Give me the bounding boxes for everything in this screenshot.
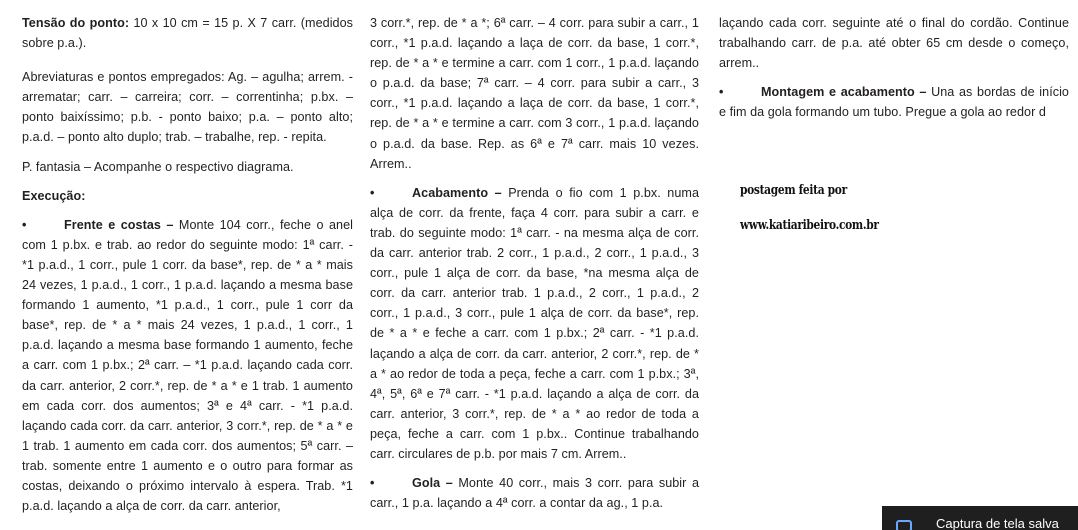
abbreviations-paragraph: Abreviaturas e pontos empregados: Ag. – agulha; arrem. - arrematar; carr. – carreira; corr. – correntinha; p.bx. – ponto baixíssimo; p.b. - ponto baixo; p.a. – ponto alto; p.a.d. – ponto alto duplo; trab. – trabalhe, rep. - repita.: [22, 70, 353, 145]
continued-paragraph: laçando cada corr. seguinte até o final do cordão. Continue trabalhando carr. de p.a. até obter 65 cm desde o começo, arrem..: [719, 16, 1069, 71]
front-back-paragraph: [22, 215, 353, 516]
continued-paragraph: 3 corr.*, rep. de * a *; 6ª carr. – 4 corr. para subir a carr., 1 corr., *1 p.a.d. laçando a laça de corr. da base, 1 corr.*, rep. de * a * e termine a carr. com 1 corr., 1 p.a.d. laçando o p.a.d. da base; 7ª carr. – 4 corr. para subir a carr., 3 corr., *1 p.a.d. laçando a laça de corr. da base, 1 corr.*, rep. de * a * e termine a carr. com 3 corr., 1 p.a.d. laçando o p.a.d. da base. Rep. as 6ª e 7ª carr. mais 10 vezes. Arrem..: [370, 16, 699, 171]
finishing-label: Acabamento –: [412, 185, 502, 200]
credit-line-1: postagem feita por: [740, 183, 847, 198]
gauge-text: 10 x 10 cm = 15 p. X 7 carr. (medidos sobre p.a.).: [22, 16, 354, 51]
column-1: [22, 13, 353, 516]
column-3: [719, 13, 1069, 122]
bullet-icon: •: [370, 476, 375, 491]
front-back-label: Frente e costas –: [64, 217, 174, 232]
toast-text: Captura de tela salva: [936, 516, 1059, 530]
bullet-icon: •: [370, 185, 375, 200]
finishing-paragraph: [370, 183, 699, 464]
gauge-paragraph: [22, 13, 353, 53]
assembly-paragraph: [719, 82, 1069, 122]
screenshot-saved-toast[interactable]: [882, 506, 1078, 530]
execution-heading: [22, 186, 353, 206]
collar-label: Gola –: [412, 476, 453, 491]
finishing-text: Prenda o fio com 1 p.bx. numa alça de corr. da frente, faça 4 corr. para subir a carr. e trab. do seguinte modo: 1ª carr. - na mesma alça de corr. da carr. anterior trab. 2 corr., 1 p.a.d., 2 corr., 1 p.a.d., 3 corr., pule 1 alça de corr. da base, *na mesma alça de corr. da carr. anterior trab. 1 p.a.d., 2 corr., 1 p.a.d., 2 corr., 1 p.a.d., 3 corr., pule 1 alça de corr. da base*, rep. de * a * e feche a carr. com 1 p.bx.; 2ª carr. - *1 p.a.d. laçando a alça de corr. da carr. anterior, 2 corr.*, rep. de * a * ao redor de toda a peça, feche a carr. com 1 p.bx.; 3ª, 4ª, 5ª, 6ª e 7ª carr. - *1 p.a.d. laçando a alça de corr. da carr. anterior, 3 corr.*, rep. de * a * ao redor de toda a peça, feche a carr. com 1 p.bx.. Continue trabalhando carr. circulares de p.b. por mais 7 cm. Arrem..: [370, 185, 700, 461]
assembly-label: Montagem e acabamento –: [761, 85, 927, 100]
collar-paragraph: [370, 473, 699, 513]
credit-website: www.katiaribeiro.com.br: [740, 218, 879, 233]
front-back-text: Monte 104 corr., feche o anel com 1 p.bx. e trab. ao redor do seguinte modo: 1ª carr. - *1 p.a.d., 1 corr., pule 1 corr. da base*, rep. de * a * mais 24 vezes, 1 p.a.d., 1 corr., 1 p.a.d. laçando a mesma base formando 1 aumento, *1 p.a.d., 1 corr., pule 1 corr da base*, rep. de * a * mais 24 vezes, 1 p.a.d., 1 corr., 1 p.a.d. laçando a mesma base formando 1 aumento, feche a carr. com 1 p.bx.; 2ª carr. – *1 p.a.d. laçando cada corr. da carr. anterior, 2 corr.*, rep. de * a * e 1 trab. 1 aumento em cada corr. dos aumentos; 3ª e 4ª carr. - *1 p.a.d. laçando cada corr. da carr. anterior, 3 corr.*, rep. de * a * e 1 trab. 1 aumento em cada corr. dos aumentos; 5ª carr. – trab. somente entre 1 aumento e o outro para formar as costas, deixando o próximo intervalo à espera. Trab. *1 p.a.d. laçando a alça de corr. da carr. anterior,: [22, 217, 354, 514]
bullet-icon: •: [719, 85, 724, 100]
column-2: [370, 13, 699, 513]
screenshot-icon: [896, 520, 912, 530]
assembly-text: Una as bordas de início e fim da gola formando um tubo. Pregue a gola ao redor d: [719, 85, 1069, 120]
collar-text: Monte 40 corr., mais 3 corr. para subir a carr., 1 p.a. laçando a 4ª corr. a contar da ag., 1 p.a.: [370, 476, 699, 511]
stitch-pattern-paragraph: P. fantasia – Acompanhe o respectivo diagrama.: [22, 159, 294, 174]
bullet-icon: •: [22, 217, 27, 232]
gauge-label: Tensão do ponto:: [22, 16, 130, 30]
execution-heading-text: Execução:: [22, 188, 86, 203]
